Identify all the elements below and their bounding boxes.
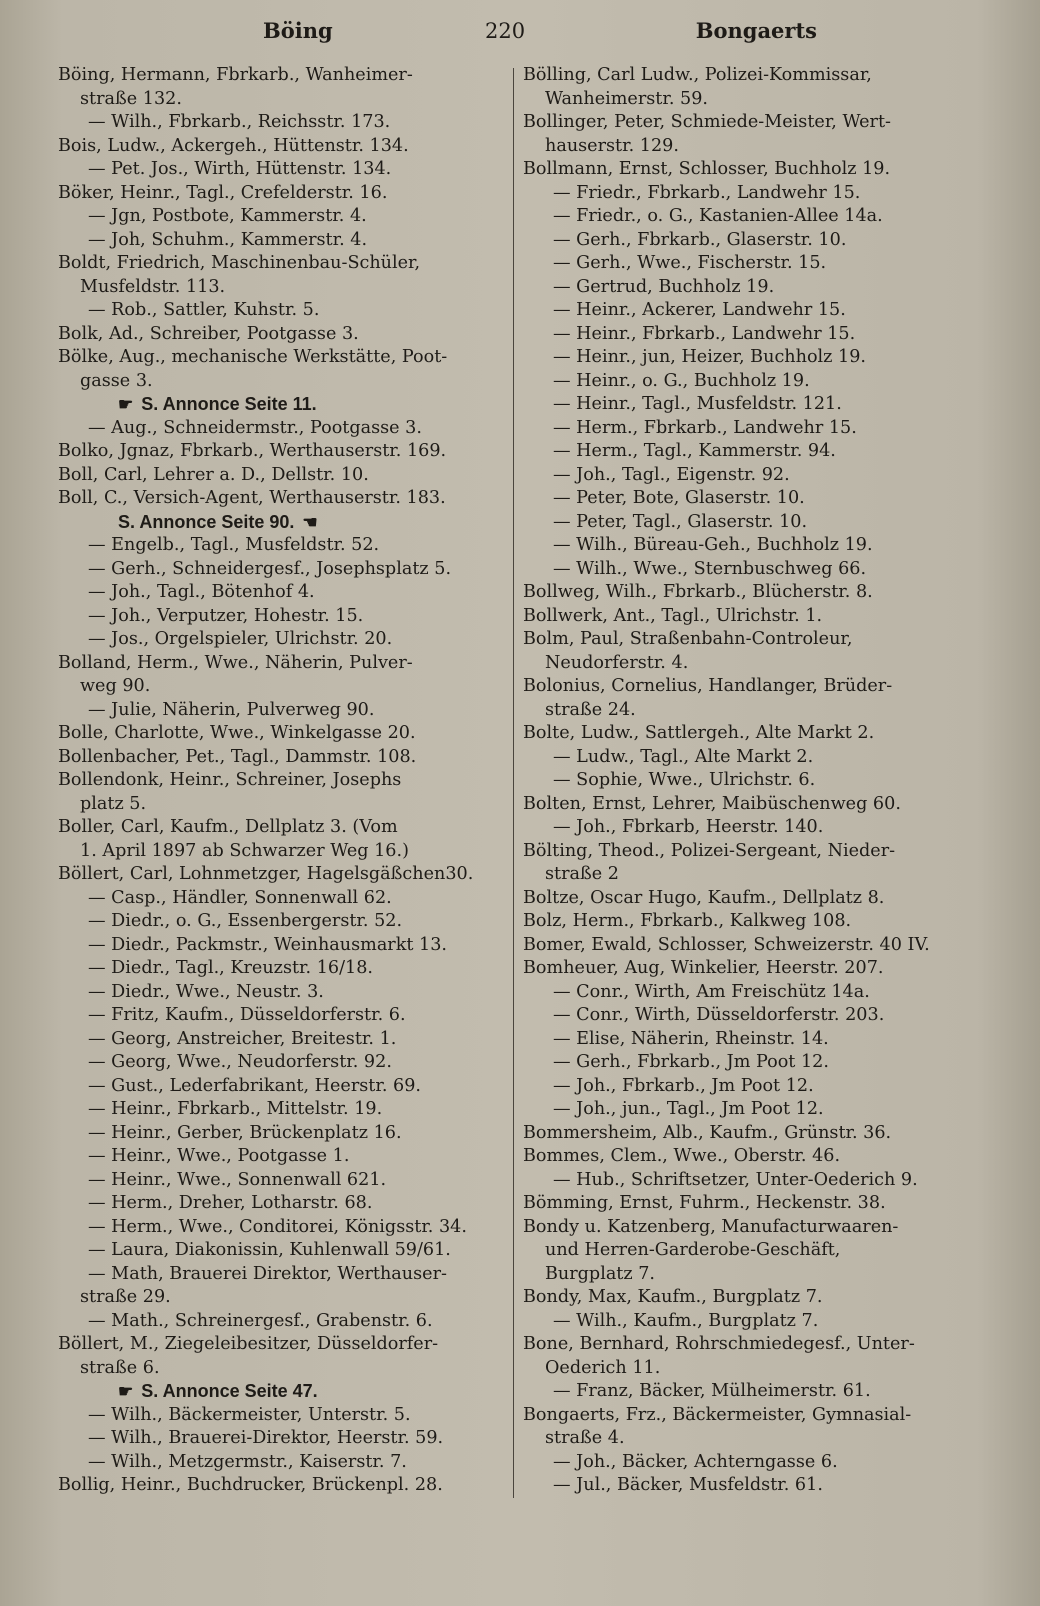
entry-text: — Sophie, Wwe., Ulrichstr. 6. xyxy=(553,770,816,790)
directory-line xyxy=(523,769,970,793)
directory-line xyxy=(523,652,970,676)
directory-line xyxy=(58,276,503,300)
entry-text: — Herm., Tagl., Kammerstr. 94. xyxy=(553,441,836,461)
directory-line xyxy=(523,981,970,1005)
entry-text: — Fritz, Kaufm., Düsseldorferstr. 6. xyxy=(88,1005,406,1025)
entry-text: Boltze, Oscar Hugo, Kaufm., Dellplatz 8. xyxy=(523,887,885,908)
entry-text: — Wilh., Wwe., Sternbuschweg 66. xyxy=(553,558,867,579)
entry-text: — Heinr., Wwe., Sonnenwall 621. xyxy=(88,1169,387,1190)
directory-line xyxy=(523,1098,970,1122)
entry-text: — Joh., Verputzer, Hohestr. 15. xyxy=(88,605,364,626)
directory-line xyxy=(523,205,970,229)
directory-line xyxy=(523,1169,970,1193)
entry-text: — Elise, Näherin, Rheinstr. 14. xyxy=(553,1028,829,1049)
directory-line xyxy=(523,910,970,934)
directory-line xyxy=(58,840,503,864)
directory-line xyxy=(523,934,970,958)
directory-line xyxy=(58,1286,503,1310)
entry-text: straße 132. xyxy=(80,88,182,109)
entry-text: — Gerh., Schneidergesf., Josephsplatz 5. xyxy=(88,558,452,579)
columns xyxy=(58,64,1000,1498)
directory-line xyxy=(58,769,503,793)
entry-text: — Heinr., Gerber, Brückenplatz 16. xyxy=(88,1122,402,1143)
entry-text: Oederich 11. xyxy=(545,1357,661,1378)
entry-text: — Engelb., Tagl., Musfeldstr. 52. xyxy=(88,535,380,555)
directory-line xyxy=(58,1145,503,1169)
entry-text: — Herm., Wwe., Conditorei, Königsstr. 34. xyxy=(88,1216,467,1237)
directory-line xyxy=(58,111,503,135)
entry-text: weg 90. xyxy=(80,676,151,696)
directory-line xyxy=(58,652,503,676)
directory-line xyxy=(58,628,503,652)
directory-line xyxy=(58,252,503,276)
entry-text: — Heinr., Fbrkarb., Landwehr 15. xyxy=(553,323,856,344)
entry-text: — Heinr., Fbrkarb., Mittelstr. 19. xyxy=(88,1099,383,1119)
entry-text: Bone, Bernhard, Rohrschmiedegesf., Unter- xyxy=(523,1334,915,1354)
entry-text: Bommersheim, Alb., Kaufm., Grünstr. 36. xyxy=(523,1122,892,1143)
directory-line xyxy=(58,793,503,817)
directory-line xyxy=(58,1051,503,1075)
directory-line xyxy=(523,64,970,88)
directory-line xyxy=(523,252,970,276)
directory-line xyxy=(523,722,970,746)
entry-text: Bolm, Paul, Straßenbahn-Controleur, xyxy=(523,629,853,649)
directory-line xyxy=(523,887,970,911)
directory-line xyxy=(58,887,503,911)
entry-text: straße 6. xyxy=(80,1357,160,1378)
directory-line xyxy=(58,323,503,347)
entry-text: Bolten, Ernst, Lehrer, Maibüschenweg 60. xyxy=(523,793,901,814)
entry-text: — Pet. Jos., Wirth, Hüttenstr. 134. xyxy=(88,159,392,179)
entry-text: — Jgn, Postbote, Kammerstr. 4. xyxy=(88,206,367,226)
entry-text: S. Annonce Seite 90. xyxy=(118,511,295,532)
entry-text: — Aug., Schneidermstr., Pootgasse 3. xyxy=(88,417,422,438)
entry-text: Musfeldstr. 113. xyxy=(80,276,226,297)
entry-text: Bondy, Max, Kaufm., Burgplatz 7. xyxy=(523,1287,823,1307)
directory-line xyxy=(58,182,503,206)
entry-text: — Math, Brauerei Direktor, Werthauser- xyxy=(88,1263,447,1284)
directory-line xyxy=(523,840,970,864)
entry-text: — Heinr., o. G., Buchholz 19. xyxy=(553,370,810,391)
directory-line xyxy=(523,581,970,605)
entry-text: Böllert, Carl, Lohnmetzger, Hagelsgäßchen30. xyxy=(58,864,474,884)
directory-line xyxy=(523,299,970,323)
directory-line xyxy=(58,558,503,582)
entry-text: Bölling, Carl Ludw., Polizei-Kommissar, xyxy=(523,65,872,85)
entry-text: 1. April 1897 ab Schwarzer Weg 16.) xyxy=(80,840,409,861)
directory-line xyxy=(523,135,970,159)
entry-text: Bolle, Charlotte, Wwe., Winkelgasse 20. xyxy=(58,723,416,743)
entry-text: — Wilh., Büreau-Geh., Buchholz 19. xyxy=(553,535,873,555)
entry-text: — Rob., Sattler, Kuhstr. 5. xyxy=(88,300,320,320)
directory-line xyxy=(523,111,970,135)
directory-line xyxy=(523,1263,970,1287)
entry-text: Wanheimerstr. 59. xyxy=(545,88,708,109)
entry-text: Böker, Heinr., Tagl., Crefelderstr. 16. xyxy=(58,182,388,203)
directory-line xyxy=(58,1028,503,1052)
directory-line xyxy=(58,1310,503,1334)
entry-text: — Diedr., o. G., Essenbergerstr. 52. xyxy=(88,911,403,931)
directory-line xyxy=(58,1192,503,1216)
directory-line xyxy=(58,863,503,887)
directory-line xyxy=(523,440,970,464)
entry-text: Bölting, Theod., Polizei-Sergeant, Nieder- xyxy=(523,840,896,861)
directory-line xyxy=(58,816,503,840)
directory-line xyxy=(523,628,970,652)
entry-text: — Conr., Wirth, Am Freischütz 14a. xyxy=(553,981,870,1002)
directory-line xyxy=(523,1192,970,1216)
page-number: 220 xyxy=(485,19,526,43)
pointing-hand-icon: ☛ xyxy=(118,395,134,414)
directory-line xyxy=(58,135,503,159)
entry-text: Boldt, Friedrich, Maschinenbau-Schüler, xyxy=(58,253,421,273)
entry-text: — Joh, Schuhm., Kammerstr. 4. xyxy=(88,229,368,250)
entry-text: Bondy u. Katzenberg, Manufacturwaaren- xyxy=(523,1216,899,1237)
entry-text: — Julie, Näherin, Pulverweg 90. xyxy=(88,699,375,720)
entry-text: Bömming, Ernst, Fuhrm., Heckenstr. 38. xyxy=(523,1193,886,1213)
directory-line xyxy=(523,417,970,441)
directory-line xyxy=(58,440,503,464)
entry-text: — Joh., jun., Tagl., Jm Poot 12. xyxy=(553,1099,824,1119)
directory-line xyxy=(523,370,970,394)
directory-line xyxy=(523,158,970,182)
entry-text: straße 24. xyxy=(545,699,636,720)
annonce-reference xyxy=(58,393,503,417)
entry-text: — Hub., Schriftsetzer, Unter-Oederich 9. xyxy=(553,1169,918,1190)
directory-line xyxy=(523,346,970,370)
entry-text: — Joh., Tagl., Eigenstr. 92. xyxy=(553,464,790,485)
directory-line xyxy=(58,464,503,488)
entry-text: — Conr., Wirth, Düsseldorferstr. 203. xyxy=(553,1005,885,1025)
entry-text: — Casp., Händler, Sonnenwall 62. xyxy=(88,887,392,908)
directory-line xyxy=(523,558,970,582)
entry-text: — Heinr., Wwe., Pootgasse 1. xyxy=(88,1146,350,1166)
entry-text: — Laura, Diakonissin, Kuhlenwall 59/61. xyxy=(88,1240,451,1260)
directory-line xyxy=(58,370,503,394)
entry-text: — Joh., Tagl., Bötenhof 4. xyxy=(88,582,315,602)
directory-line xyxy=(523,1028,970,1052)
entry-text: — Diedr., Wwe., Neustr. 3. xyxy=(88,981,324,1002)
entry-text: — Heinr., jun, Heizer, Buchholz 19. xyxy=(553,347,867,367)
entry-text: Bomheuer, Aug, Winkelier, Heerstr. 207. xyxy=(523,958,884,978)
directory-line xyxy=(523,534,970,558)
directory-line xyxy=(58,299,503,323)
pointing-hand-icon: ☛ xyxy=(118,1382,134,1401)
pointing-hand-icon: ☚ xyxy=(302,512,318,532)
directory-line xyxy=(523,1451,970,1475)
entry-text: — Herm., Dreher, Lotharstr. 68. xyxy=(88,1193,373,1213)
entry-text: — Wilh., Kaufm., Burgplatz 7. xyxy=(553,1310,819,1331)
header-left-keyword: Böing xyxy=(263,18,333,43)
entry-text: Bollig, Heinr., Buchdrucker, Brückenpl. 28. xyxy=(58,1475,443,1495)
directory-line xyxy=(58,957,503,981)
entry-text: Bois, Ludw., Ackergeh., Hüttenstr. 134. xyxy=(58,135,409,156)
directory-line xyxy=(58,64,503,88)
directory-line xyxy=(523,863,970,887)
directory-line xyxy=(523,1239,970,1263)
entry-text: — Peter, Tagl., Glaserstr. 10. xyxy=(553,511,808,532)
directory-line xyxy=(58,487,503,511)
entry-text: — Diedr., Tagl., Kreuzstr. 16/18. xyxy=(88,958,373,978)
entry-text: platz 5. xyxy=(80,793,147,814)
directory-line xyxy=(58,1075,503,1099)
entry-text: S. Annonce Seite 47. xyxy=(141,1381,318,1401)
directory-line xyxy=(523,1333,970,1357)
entry-text: — Gerh., Fbrkarb., Jm Poot 12. xyxy=(553,1052,829,1072)
directory-line xyxy=(523,605,970,629)
directory-line xyxy=(523,464,970,488)
annonce-reference xyxy=(58,1380,503,1404)
directory-line xyxy=(58,1404,503,1428)
directory-line xyxy=(58,1169,503,1193)
directory-line xyxy=(523,816,970,840)
entry-text: Bollinger, Peter, Schmiede-Meister, Wert- xyxy=(523,112,891,132)
entry-text: Bolko, Jgnaz, Fbrkarb., Werthauserstr. 169. xyxy=(58,441,447,461)
entry-text: — Gerh., Fbrkarb., Glaserstr. 10. xyxy=(553,229,847,250)
entry-text: straße 29. xyxy=(80,1287,171,1307)
directory-line xyxy=(58,88,503,112)
entry-text: — Wilh., Bäckermeister, Unterstr. 5. xyxy=(88,1404,411,1425)
entry-text: Bolte, Ludw., Sattlergeh., Alte Markt 2. xyxy=(523,723,875,743)
entry-text: Bölke, Aug., mechanische Werkstätte, Poot- xyxy=(58,347,448,367)
entry-text: Böing, Hermann, Fbrkarb., Wanheimer- xyxy=(58,65,413,85)
directory-line xyxy=(58,722,503,746)
entry-text: hauserstr. 129. xyxy=(545,135,679,156)
entry-text: — Ludw., Tagl., Alte Markt 2. xyxy=(553,746,814,767)
directory-line xyxy=(523,276,970,300)
entry-text: gasse 3. xyxy=(80,370,153,391)
right-column xyxy=(523,64,970,1498)
entry-text: — Joh., Fbrkarb., Jm Poot 12. xyxy=(553,1075,814,1096)
entry-text: Boll, C., Versich-Agent, Werthauserstr. 183. xyxy=(58,488,446,508)
directory-line xyxy=(58,1004,503,1028)
directory-line xyxy=(523,1216,970,1240)
directory-line xyxy=(58,746,503,770)
directory-line xyxy=(523,487,970,511)
directory-line xyxy=(523,675,970,699)
entry-text: — Herm., Fbrkarb., Landwehr 15. xyxy=(553,417,857,438)
entry-text: — Franz, Bäcker, Mülheimerstr. 61. xyxy=(553,1381,871,1401)
entry-text: Burgplatz 7. xyxy=(545,1263,656,1284)
directory-line xyxy=(523,1474,970,1498)
directory-line xyxy=(58,346,503,370)
directory-line xyxy=(523,1404,970,1428)
directory-line xyxy=(523,1380,970,1404)
directory-line xyxy=(58,229,503,253)
directory-line xyxy=(523,1145,970,1169)
directory-line xyxy=(523,323,970,347)
directory-line xyxy=(58,1333,503,1357)
entry-text: Bollweg, Wilh., Fbrkarb., Blücherstr. 8. xyxy=(523,582,873,602)
directory-line xyxy=(58,534,503,558)
directory-line xyxy=(58,1427,503,1451)
entry-text: — Heinr., Tagl., Musfeldstr. 121. xyxy=(553,394,842,414)
entry-text: Bollenbacher, Pet., Tagl., Dammstr. 108. xyxy=(58,746,417,767)
entry-text: Bolk, Ad., Schreiber, Pootgasse 3. xyxy=(58,323,359,344)
entry-text: Bollmann, Ernst, Schlosser, Buchholz 19. xyxy=(523,159,891,179)
entry-text: — Georg, Wwe., Neudorferstr. 92. xyxy=(88,1052,392,1072)
directory-line xyxy=(523,393,970,417)
entry-text: Bommes, Clem., Wwe., Oberstr. 46. xyxy=(523,1146,841,1166)
entry-text: — Friedr., Fbrkarb., Landwehr 15. xyxy=(553,182,861,203)
entry-text: — Math., Schreinergesf., Grabenstr. 6. xyxy=(88,1310,433,1331)
entry-text: — Gerh., Wwe., Fischerstr. 15. xyxy=(553,253,827,273)
directory-line xyxy=(523,746,970,770)
directory-line xyxy=(58,605,503,629)
directory-line xyxy=(523,1427,970,1451)
entry-text: Bollwerk, Ant., Tagl., Ulrichstr. 1. xyxy=(523,605,823,626)
directory-line xyxy=(58,205,503,229)
directory-line xyxy=(523,511,970,535)
column-divider xyxy=(513,68,514,1498)
directory-line xyxy=(58,675,503,699)
header-right-keyword: Bongaerts xyxy=(695,18,817,43)
directory-line xyxy=(58,1263,503,1287)
entry-text: — Jul., Bäcker, Musfeldstr. 61. xyxy=(553,1475,823,1495)
directory-line xyxy=(523,88,970,112)
directory-line xyxy=(523,1357,970,1381)
annonce-reference xyxy=(58,511,503,535)
entry-text: S. Annonce Seite 11. xyxy=(141,394,317,414)
entry-text: Boll, Carl, Lehrer a. D., Dellstr. 10. xyxy=(58,464,369,485)
directory-line xyxy=(523,182,970,206)
directory-line xyxy=(523,793,970,817)
entry-text: Neudorferstr. 4. xyxy=(545,652,689,673)
directory-line xyxy=(58,158,503,182)
entry-text: — Gertrud, Buchholz 19. xyxy=(553,276,775,297)
entry-text: — Jos., Orgelspieler, Ulrichstr. 20. xyxy=(88,629,393,649)
entry-text: — Wilh., Brauerei-Direktor, Heerstr. 59. xyxy=(88,1428,444,1448)
directory-line xyxy=(58,1474,503,1498)
directory-line xyxy=(523,229,970,253)
entry-text: Bolonius, Cornelius, Handlanger, Brüder- xyxy=(523,676,893,696)
entry-text: — Peter, Bote, Glaserstr. 10. xyxy=(553,488,805,508)
directory-line xyxy=(58,1357,503,1381)
left-column xyxy=(58,64,503,1498)
entry-text: — Friedr., o. G., Kastanien-Allee 14a. xyxy=(553,206,883,226)
directory-line xyxy=(523,1310,970,1334)
directory-line xyxy=(58,1451,503,1475)
entry-text: straße 4. xyxy=(545,1428,625,1448)
directory-line xyxy=(523,1122,970,1146)
directory-line xyxy=(523,1004,970,1028)
directory-line xyxy=(58,581,503,605)
directory-line xyxy=(58,1098,503,1122)
entry-text: — Joh., Fbrkarb, Heerstr. 140. xyxy=(553,817,824,837)
entry-text: — Gust., Lederfabrikant, Heerstr. 69. xyxy=(88,1075,421,1096)
entry-text: — Diedr., Packmstr., Weinhausmarkt 13. xyxy=(88,934,448,955)
entry-text: Bongaerts, Frz., Bäckermeister, Gymnasial- xyxy=(523,1404,912,1425)
directory-line xyxy=(58,981,503,1005)
page-header xyxy=(58,10,1000,52)
directory-line xyxy=(58,699,503,723)
directory-line xyxy=(58,1239,503,1263)
entry-text: Bomer, Ewald, Schlosser, Schweizerstr. 40 IV. xyxy=(523,934,930,955)
directory-line xyxy=(523,699,970,723)
directory-line xyxy=(523,1051,970,1075)
entry-text: Boller, Carl, Kaufm., Dellplatz 3. (Vom xyxy=(58,817,398,837)
entry-text: — Joh., Bäcker, Achterngasse 6. xyxy=(553,1451,838,1472)
directory-line xyxy=(523,957,970,981)
entry-text: — Georg, Anstreicher, Breitestr. 1. xyxy=(88,1028,397,1049)
directory-line xyxy=(58,1122,503,1146)
directory-line xyxy=(58,1216,503,1240)
entry-text: Bolz, Herm., Fbrkarb., Kalkweg 108. xyxy=(523,911,852,931)
directory-line xyxy=(523,1075,970,1099)
entry-text: — Heinr., Ackerer, Landwehr 15. xyxy=(553,300,846,320)
entry-text: Bolland, Herm., Wwe., Näherin, Pulver- xyxy=(58,652,413,673)
entry-text: straße 2 xyxy=(545,864,619,884)
entry-text: und Herren-Garderobe-Geschäft, xyxy=(545,1240,841,1260)
entry-text: — Wilh., Metzgermstr., Kaiserstr. 7. xyxy=(88,1451,407,1472)
entry-text: — Wilh., Fbrkarb., Reichsstr. 173. xyxy=(88,112,391,132)
directory-line xyxy=(58,910,503,934)
directory-line xyxy=(58,934,503,958)
directory-line xyxy=(58,417,503,441)
directory-line xyxy=(523,1286,970,1310)
entry-text: Böllert, M., Ziegeleibesitzer, Düsseldorfer- xyxy=(58,1334,439,1354)
entry-text: Bollendonk, Heinr., Schreiner, Josephs xyxy=(58,770,402,790)
